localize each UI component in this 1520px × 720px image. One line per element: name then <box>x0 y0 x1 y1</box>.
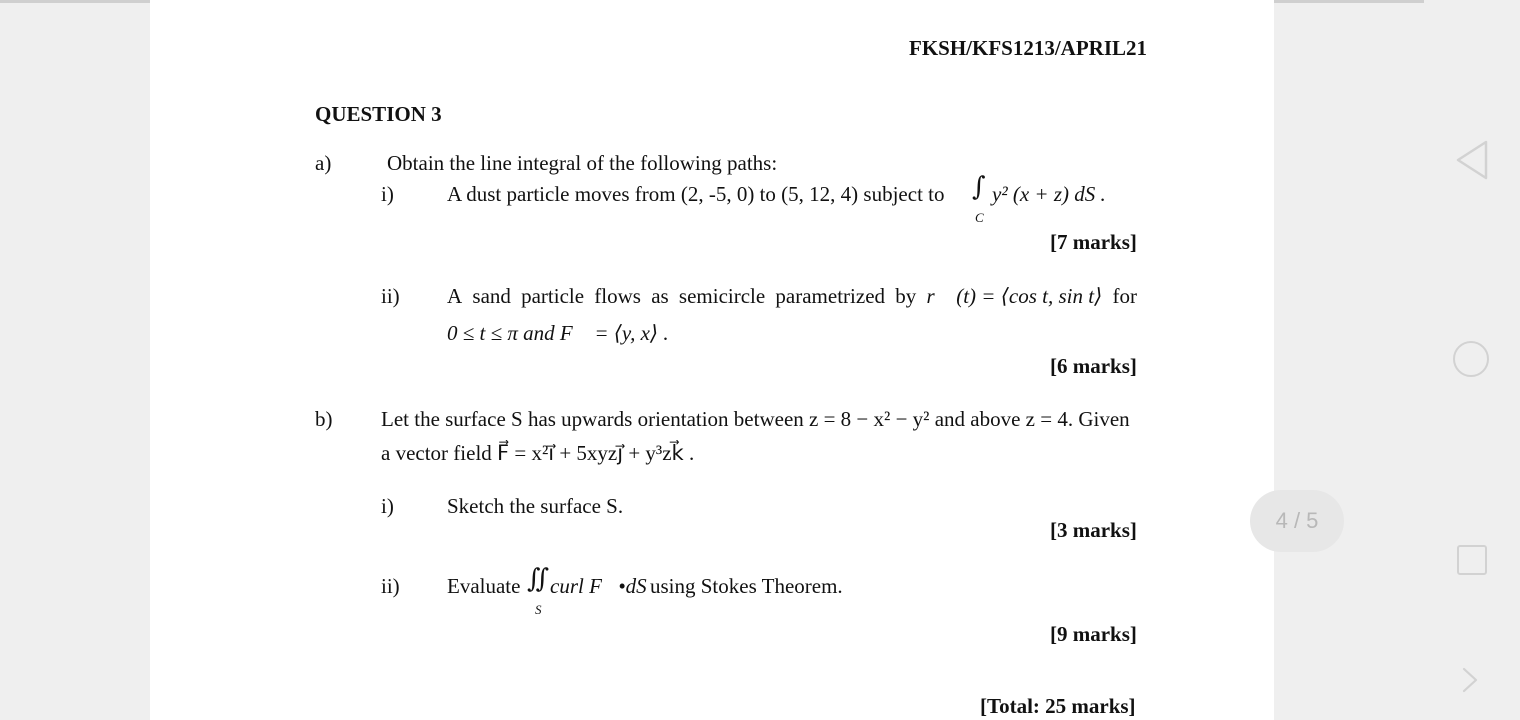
part-b-line2: a vector field F⃗ = x²i⃗ + 5xyzj⃗ + y³zk⃗ . <box>381 441 695 465</box>
part-b-ii-marks: [9 marks] <box>1050 622 1137 646</box>
part-b-ii-label: ii) <box>381 574 400 598</box>
part-b-line1: Let the surface S has upwards orientation between z = 8 − x² − y² and above z = 4. Given <box>381 407 1130 431</box>
integral-subscript-s: S <box>535 602 542 617</box>
path-parametrization: r⃗ (t) = ⟨cos t, sin t⟩ <box>926 284 1103 308</box>
document-code: FKSH/KFS1213/APRIL21 <box>909 36 1148 60</box>
part-a-intro: Obtain the line integral of the following paths: <box>387 151 778 175</box>
part-b-ii-text-after: using Stokes Theorem. <box>650 574 843 598</box>
part-b-i-text: Sketch the surface S. <box>447 494 624 518</box>
word: parametrized <box>775 284 886 308</box>
recent-apps-square-icon[interactable] <box>1457 545 1487 575</box>
question-title: QUESTION 3 <box>315 102 442 126</box>
part-a-i-integrand: y² (x + z) dS . <box>992 182 1106 206</box>
part-a-ii-label: ii) <box>381 284 400 308</box>
word: particle <box>521 284 585 308</box>
part-a-ii-marks: [6 marks] <box>1050 354 1137 378</box>
integral-subscript-c: C <box>975 210 984 225</box>
word: sand <box>472 284 511 308</box>
word: for <box>1112 284 1137 308</box>
word: as <box>651 284 669 308</box>
part-b-i-label: i) <box>381 494 394 518</box>
double-integral-sign: ∬ <box>527 564 550 594</box>
back-triangle-icon[interactable] <box>1452 138 1492 182</box>
part-b-i-marks: [3 marks] <box>1050 518 1137 542</box>
total-marks: [Total: 25 marks] <box>980 694 1136 718</box>
home-circle-icon[interactable] <box>1453 341 1489 377</box>
integral-sign: ∫ <box>972 172 986 202</box>
word: by <box>895 284 917 308</box>
part-a-label: a) <box>315 151 332 175</box>
page-indicator: 4 / 5 <box>1250 490 1344 552</box>
part-a-ii-line1 <box>447 284 1137 309</box>
part-a-i-text: A dust particle moves from (2, -5, 0) to (5, 12, 4) subject to <box>447 182 945 206</box>
part-b-label: b) <box>315 407 333 431</box>
part-a-ii-line2: 0 ≤ t ≤ π and F⃗ = ⟨y, x⟩ . <box>447 321 669 345</box>
part-a-i-marks: [7 marks] <box>1050 230 1137 254</box>
part-b-ii-expression: curl F⃗•dS⃗ <box>550 574 663 598</box>
part-a-i-label: i) <box>381 182 394 206</box>
word: A <box>447 284 463 308</box>
word: semicircle <box>678 284 766 308</box>
chevron-right-icon[interactable] <box>1458 665 1482 695</box>
part-b-ii-text-before: Evaluate <box>447 574 521 598</box>
word: flows <box>594 284 641 308</box>
document-page <box>150 0 1274 720</box>
